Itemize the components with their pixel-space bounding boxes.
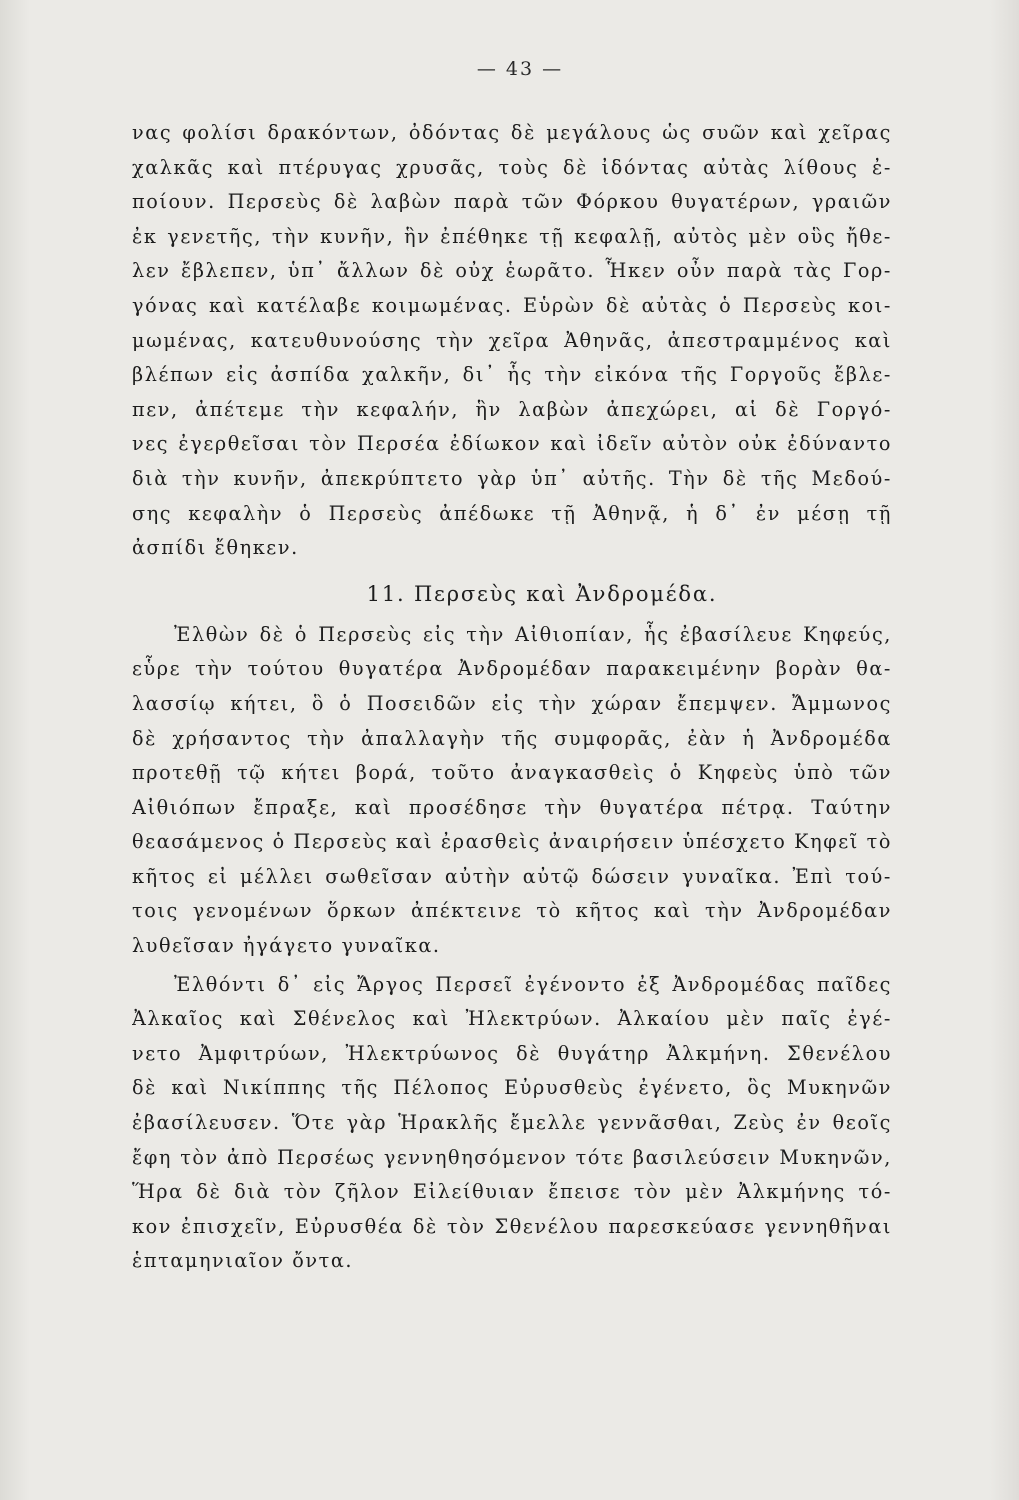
text-line: νετο Ἀμφιτρύων, Ἠλεκτρύωνος δὲ θυγάτηρ Ἀλκμήνη. Σθενέλου	[132, 1041, 892, 1065]
text-line: ποίουν. Περσεὺς δὲ λαβὼν παρὰ τῶν Φόρκου θυγατέρων, γραιῶν	[132, 190, 892, 214]
text-line: διὰ τὴν κυνῆν, ἀπεκρύπτετο γὰρ ὑπ᾿ αὐτῆς. Τὴν δὲ τῆς Μεδού-	[132, 466, 892, 490]
text-line: δὲ χρήσαντος τὴν ἀπαλλαγὴν τῆς συμφορᾶς, ἐὰν ἡ Ἀνδρομέδα	[132, 726, 892, 750]
text-line: ἀσπίδι ἔθηκεν.	[132, 536, 299, 560]
text-line: λεν ἔβλεπεν, ὑπ᾿ ἄλλων δὲ οὐχ ἑωρᾶτο. Ἧκεν οὖν παρὰ τὰς Γορ-	[132, 259, 892, 283]
text-line: θεασάμενος ὁ Περσεὺς καὶ ἐρασθεὶς ἀναιρήσειν ὑπέσχετο Κηφεῖ τὸ	[132, 830, 892, 854]
text-line: βλέπων εἰς ἀσπίδα χαλκῆν, δι᾿ ἧς τὴν εἰκόνα τῆς Γοργοῦς ἔβλε-	[132, 363, 892, 387]
text-line: νας φολίσι δρακόντων, ὀδόντας δὲ μεγάλους ὡς συῶν καὶ χεῖρας	[132, 121, 892, 144]
text-line: ἐβασίλευσεν. Ὅτε γὰρ Ἡρακλῆς ἔμελλε γεννᾶσθαι, Ζεὺς ἐν θεοῖς	[132, 1111, 892, 1135]
text-line: Ἐλθὼν δὲ ὁ Περσεὺς εἰς τὴν Αἰθιοπίαν, ἧς ἐβασίλευε Κηφεύς,	[174, 622, 892, 646]
text-line: προτεθῇ τῷ κήτει βορά, τοῦτο ἀναγκασθεὶς ὁ Κηφεὺς ὑπὸ τῶν	[132, 761, 892, 785]
text-line: χαλκᾶς καὶ πτέρυγας χρυσᾶς, τοὺς δὲ ἰδόντας αὐτὰς λίθους ἐ-	[132, 155, 892, 179]
text-line: κῆτος εἰ μέλλει σωθεῖσαν αὐτὴν αὐτῷ δώσειν γυναῖκα. Ἐπὶ τού-	[132, 864, 892, 888]
text-line: πεν, ἀπέτεμε τὴν κεφαλήν, ἣν λαβὼν ἀπεχώρει, αἱ δὲ Γοργό-	[132, 397, 892, 421]
text-line: δὲ καὶ Νικίππης τῆς Πέλοπος Εὐρυσθεὺς ἐγένετο, ὃς Μυκηνῶν	[132, 1076, 892, 1100]
text-line: Ἐλθόντι δ᾿ εἰς Ἄργος Περσεῖ ἐγένοντο ἐξ Ἀνδρομέδας παῖδες	[174, 972, 892, 996]
page-number: — 43 —	[476, 58, 564, 80]
text-line: Αἰθιόπων ἔπραξε, καὶ προσέδησε τὴν θυγατέρα πέτρᾳ. Ταύτην	[132, 795, 892, 819]
body-text	[132, 116, 892, 1279]
paragraph-2	[132, 618, 892, 964]
text-line: λυθεῖσαν ἠγάγετο γυναῖκα.	[132, 934, 441, 958]
text-line: λασσίῳ κήτει, ὃ ὁ Ποσειδῶν εἰς τὴν χώραν ἔπεμψεν. Ἄμμωνος	[132, 691, 892, 715]
text-line: μωμένας, κατευθυνούσης τὴν χεῖρα Ἀθηνᾶς, ἀπεστραμμένος καὶ	[132, 328, 892, 352]
text-line: τοις γενομένων ὅρκων ἀπέκτεινε τὸ κῆτος καὶ τὴν Ἀνδρομέδαν	[132, 899, 892, 923]
text-line: κον ἐπισχεῖν, Εὐρυσθέα δὲ τὸν Σθενέλου παρεσκεύασε γεννηθῆναι	[132, 1214, 892, 1238]
text-line: εὗρε τὴν τούτου θυγατέρα Ἀνδρομέδαν παρακειμένην βορὰν θα-	[132, 657, 892, 681]
section-heading: 11. Περσεὺς καὶ Ἀνδρομέδα.	[366, 581, 718, 606]
paragraph-1	[132, 116, 892, 566]
text-line: γόνας καὶ κατέλαβε κοιμωμένας. Εὑρὼν δὲ αὐτὰς ὁ Περσεὺς κοι-	[132, 293, 892, 317]
paragraph-3	[132, 968, 892, 1279]
text-line: σης κεφαλὴν ὁ Περσεὺς ἀπέδωκε τῇ Ἀθηνᾷ, ἡ δ᾿ ἐν μέσῃ τῇ	[132, 501, 892, 525]
text-line: Ἥρα δὲ διὰ τὸν ζῆλον Εἰλείθυιαν ἔπεισε τὸν μὲν Ἀλκμήνης τό-	[132, 1180, 892, 1204]
text-line: νες ἐγερθεῖσαι τὸν Περσέα ἐδίωκον καὶ ἰδεῖν αὐτὸν οὐκ ἐδύναντο	[132, 432, 892, 456]
text-line: Ἀλκαῖος καὶ Σθένελος καὶ Ἠλεκτρύων. Ἀλκαίου μὲν παῖς ἐγέ-	[132, 1007, 892, 1031]
text-line: ἑπταμηνιαῖον ὄντα.	[132, 1249, 354, 1273]
text-line: ἐκ γενετῆς, τὴν κυνῆν, ἣν ἐπέθηκε τῇ κεφαλῇ, αὐτὸς μὲν οὓς ἤθε-	[132, 224, 892, 248]
text-line: ἔφη τὸν ἀπὸ Περσέως γεννηθησόμενον τότε βασιλεύσειν Μυκηνῶν,	[132, 1145, 892, 1169]
